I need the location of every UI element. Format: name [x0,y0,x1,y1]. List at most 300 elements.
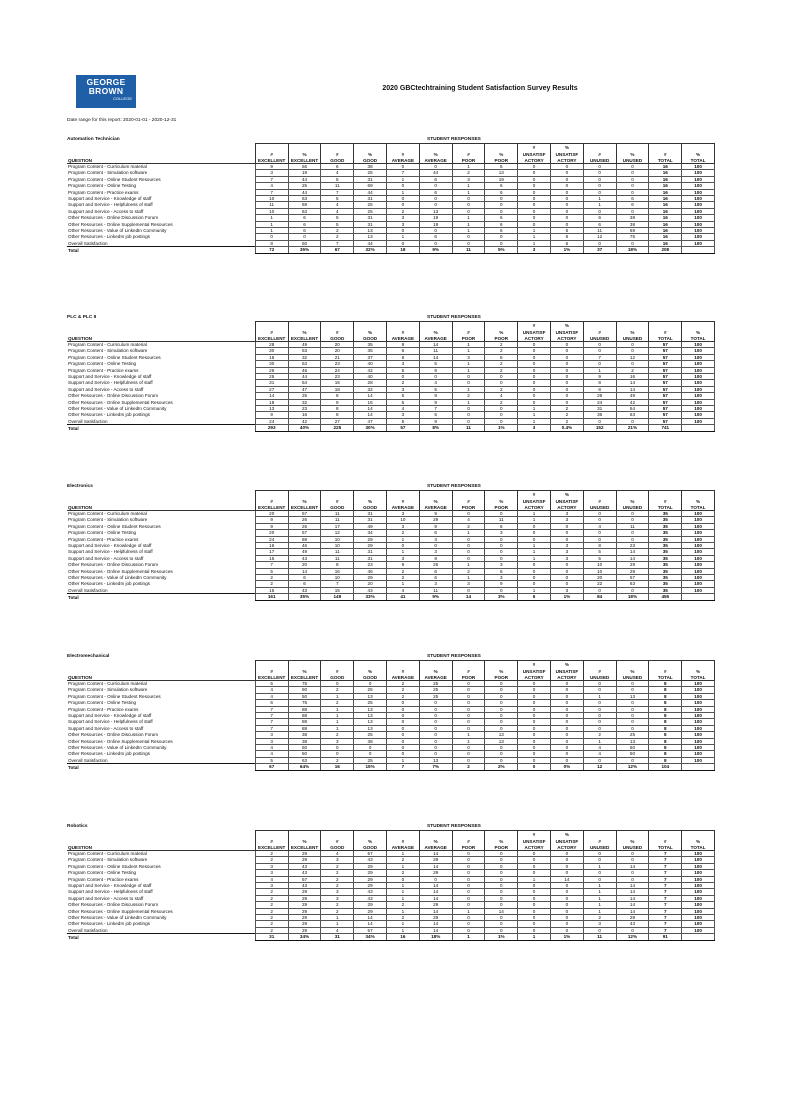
question-label: Support and Service - Helpfulness of staff [68,719,153,725]
column-header: GOOD [354,157,387,164]
table-cell: 57 [649,393,682,399]
table-cell: 0 [387,732,420,738]
table-cell: 25 [288,183,321,189]
table-cell: 0 [616,851,649,857]
table-cell: 35 [649,523,682,529]
table-cell: 0 [518,530,551,536]
table-cell: 14 [452,594,485,600]
table-cell: 1 [452,221,485,227]
table-cell: 0 [583,681,616,687]
table-cell: 9 [485,581,518,587]
table-cell: 7 [649,908,682,914]
total-row [67,934,715,940]
table-cell: 32 [288,399,321,405]
table-cell: 50 [288,693,321,699]
question-label: Other Resources - Value of LinkedIn Community [68,745,167,751]
table-cell: 31 [255,934,288,940]
table-cell: 0 [518,745,551,751]
table-cell: 0 [419,751,452,757]
column-header: # [387,497,420,504]
table-cell: 0 [518,361,551,367]
table-cell: 16 [649,202,682,208]
table-cell: 20 [354,581,387,587]
table-cell: 0 [485,374,518,380]
table-cell: 0 [419,732,452,738]
table-cell: 23 [321,374,354,380]
table-cell: 49 [616,393,649,399]
table-cell: 6 [550,234,583,240]
table-cell: 6 [485,183,518,189]
table-cell: 0 [387,240,420,246]
column-header: % [288,328,321,335]
section-title: PLC & PLC II [67,315,97,320]
table-cell: 100 [682,530,715,536]
table-cell: 8 [321,412,354,418]
column-header: TOTAL [682,504,715,511]
table-cell: 2 [485,399,518,405]
table-cell: 7 [255,562,288,568]
table-cell: 14 [419,883,452,889]
table-cell: 0 [485,234,518,240]
column-header: % [288,497,321,504]
table-cell: 12 [583,234,616,240]
table-cell: 100 [682,863,715,869]
question-header: QUESTION [67,504,255,511]
column-header: UNUSED [583,504,616,511]
table-cell: 31 [583,406,616,412]
column-header: UNUSED [616,504,649,511]
table-cell: 50 [288,240,321,246]
table-cell: 12 [616,354,649,360]
table-cell: 1 [452,934,485,940]
table-cell: 1 [518,418,551,424]
table-cell: 13 [419,757,452,763]
table-cell: 0 [485,889,518,895]
table-cell: 88 [288,725,321,731]
table-cell: 0 [583,851,616,857]
column-header: ACTORY [550,674,583,681]
table-cell: 0 [550,562,583,568]
table-cell: 25 [354,170,387,176]
table-cell: 100 [682,700,715,706]
table-cell: 0 [452,374,485,380]
table-cell: 0 [485,725,518,731]
table-cell: 13 [419,208,452,214]
table-cell: 0 [616,361,649,367]
question-label: Program Content - Online Student Resources [68,523,161,529]
table-cell: 12% [616,764,649,770]
column-header: ACTORY [550,335,583,342]
question-label: Other Resources - LinkedIn job postings [68,921,150,927]
question-label: Support and Service - Access to staff [68,555,144,561]
table-cell: 0 [452,196,485,202]
table-cell: 161 [255,594,288,600]
table-cell: 741 [649,425,682,431]
table-cell: 100 [682,215,715,221]
table-cell: 88 [288,719,321,725]
table-cell: 25 [419,681,452,687]
table-cell: 8 [649,732,682,738]
table-cell: 0 [616,713,649,719]
table-cell: 3 [255,170,288,176]
table-cell: 18% [616,594,649,600]
table-cell: 2 [583,732,616,738]
table-cell: 1 [387,908,420,914]
table-cell: 14 [354,393,387,399]
header-spacer [67,837,255,844]
question-label: Overall Satisfaction [68,240,108,246]
table-cell: 0 [452,857,485,863]
table-cell: 13 [485,732,518,738]
table-cell: 35 [354,342,387,348]
column-header: # [255,667,288,674]
table-cell: 64% [288,764,321,770]
table-cell: 46 [288,367,321,373]
table-cell: 0 [518,895,551,901]
column-header: UNUSED [583,844,616,851]
column-header: % [616,328,649,335]
table-cell: 44 [288,374,321,380]
table-cell: 100 [682,725,715,731]
table-cell: 2 [452,568,485,574]
table-cell: 100 [682,240,715,246]
table-cell: 0 [616,681,649,687]
table-cell: 0 [387,706,420,712]
table-cell: 0 [550,883,583,889]
table-cell: 0 [452,240,485,246]
table-cell: 0 [485,857,518,863]
column-header: AVERAGE [419,157,452,164]
table-cell: 0 [550,681,583,687]
question-label: Program Content - Simulation software [68,857,148,863]
table-cell: 43 [288,883,321,889]
table-cell: 1% [550,247,583,253]
table-cell: 9 [255,523,288,529]
table-cell: 0 [518,523,551,529]
table-cell: 100 [682,386,715,392]
question-label: Program Content - Online Student Resources [68,354,161,360]
table-cell: 0 [583,587,616,593]
table-cell: 0 [550,738,583,744]
table-cell: 0 [485,927,518,933]
table-cell: 1 [583,908,616,914]
table-cell: 2 [321,902,354,908]
table-cell: 2 [387,568,420,574]
table-cell: 9 [419,555,452,561]
table-cell: 8 [649,681,682,687]
table-cell: 3 [321,738,354,744]
table-cell: 0 [550,863,583,869]
question-label: Program Content - Simulation software [68,517,148,523]
table-cell: 43 [288,555,321,561]
column-header: ACTORY [550,844,583,851]
table-cell: 1 [452,575,485,581]
column-header: UNUSED [616,674,649,681]
table-cell: 100 [682,406,715,412]
table-cell: 10 [321,536,354,542]
table-cell: 0 [518,693,551,699]
table-cell: 0 [550,530,583,536]
table-cell: 9 [419,511,452,517]
column-header: UNSATISF [518,837,551,844]
table-cell: 0 [518,189,551,195]
table-cell: 2 [255,581,288,587]
table-cell: 26 [288,517,321,523]
table-cell: 35 [649,549,682,555]
column-header: # [452,150,485,157]
table-cell: 100 [682,183,715,189]
table-cell: 0 [387,164,420,170]
table-cell: 0 [550,170,583,176]
table-cell: 29 [288,902,321,908]
table-cell: 8 [649,751,682,757]
column-header: % [354,667,387,674]
table-cell: 0 [518,883,551,889]
table-cell: 38 [354,164,387,170]
table-cell: 10 [583,568,616,574]
table-cell: 0 [387,228,420,234]
table-cell: 1 [452,164,485,170]
table-cell: 0 [452,902,485,908]
table-cell: 100 [682,757,715,763]
table-cell: 0 [550,725,583,731]
table-cell: 3 [485,575,518,581]
table-cell: 11 [321,517,354,523]
column-header: # [452,667,485,674]
table-cell: 0 [485,751,518,757]
table-cell: 100 [682,418,715,424]
table-cell: 0 [485,895,518,901]
table-cell: 6 [288,228,321,234]
table-cell: 0 [518,208,551,214]
table-cell: 0 [419,183,452,189]
table-cell: 69 [616,228,649,234]
table-cell: 4 [321,208,354,214]
table-cell: 41 [387,594,420,600]
table-cell: 0 [452,549,485,555]
table-cell: 0 [518,202,551,208]
table-cell: 16 [616,374,649,380]
column-header: % [419,150,452,157]
table-cell: 1 [321,713,354,719]
table-cell: 2 [255,575,288,581]
table-cell: 11 [452,425,485,431]
table-cell: 0 [550,908,583,914]
table-cell: 44 [354,240,387,246]
table-cell: 9 [255,412,288,418]
table-cell: 0 [518,354,551,360]
table-cell: 3 [518,247,551,253]
table-cell: 0 [518,908,551,914]
question-label: Support and Service - Knowledge of staff [68,713,152,719]
table-cell: 1 [387,927,420,933]
table-cell: 0 [583,706,616,712]
table-cell: 2% [485,764,518,770]
column-header: TOTAL [682,157,715,164]
table-cell: 30 [255,361,288,367]
table-cell: 14 [419,342,452,348]
table-cell: 1 [387,176,420,182]
table-cell: 0 [485,915,518,921]
column-header: UNSATISF [518,150,551,157]
table-cell: 11 [485,517,518,523]
question-label: Other Resources - Online Supplemental Resources [68,738,173,744]
table-cell: 0 [518,176,551,182]
column-header: AVERAGE [387,504,420,511]
table-cell: 6 [485,228,518,234]
table-cell: 100 [682,693,715,699]
column-header: POOR [452,335,485,342]
table-cell: 0 [452,719,485,725]
table-cell: 0 [419,196,452,202]
table-cell: 0 [452,693,485,699]
column-header: ACTORY [518,844,551,851]
table-cell: 0 [550,857,583,863]
table-cell: 0 [616,876,649,882]
table-cell: 29 [354,575,387,581]
table-cell: 7 [649,863,682,869]
table-cell: 50 [288,745,321,751]
table-cell: 0 [518,196,551,202]
table-cell: 0 [452,725,485,731]
table-cell: 0 [387,374,420,380]
column-header: % [288,667,321,674]
table-cell: 0 [550,927,583,933]
table-cell: 0 [616,189,649,195]
table-cell: 100 [682,889,715,895]
column-header: % [485,328,518,335]
table-cell: 43 [288,870,321,876]
column-header: % [616,667,649,674]
table-cell: 0 [583,361,616,367]
table-cell: 16 [649,196,682,202]
table-cell: 0 [419,738,452,744]
logo-line-2: BROWN [88,86,124,96]
table-cell: 0 [419,725,452,731]
table-cell: 100 [682,348,715,354]
table-cell: 7 [321,189,354,195]
table-cell: 14 [485,908,518,914]
table-cell: 44 [419,170,452,176]
table-cell: 1 [518,876,551,882]
logo-line-1: GEORGE [86,77,126,87]
table-cell: 6 [387,348,420,354]
table-cell: 57 [649,399,682,405]
table-cell: 20 [255,530,288,536]
table-cell: 57 [288,511,321,517]
table-cell: 4 [255,693,288,699]
column-header: # [255,497,288,504]
table-cell: 1 [583,883,616,889]
table-cell: 0 [518,367,551,373]
table-cell: 100 [682,196,715,202]
table-cell: 42 [616,399,649,405]
report-title: 2020 GBCtechtraining Student Satisfaction Survey Results [382,85,578,92]
table-cell: 5 [387,367,420,373]
table-cell [682,594,715,600]
table-cell: 2 [321,883,354,889]
column-header: UNSATISF [550,150,583,157]
column-header: EXCELLENT [288,157,321,164]
table-cell: 3 [550,555,583,561]
table-cell: 57 [649,354,682,360]
table-cell: 6 [255,681,288,687]
table-cell: 0 [550,889,583,895]
table-cell: 0 [485,921,518,927]
question-label: Program Content - Practice exams [68,876,139,882]
question-label: Overall Satisfaction [68,418,108,424]
table-cell: 6 [419,176,452,182]
table-cell: 35 [649,555,682,561]
table-cell: 1 [583,367,616,373]
column-header: ACTORY [550,157,583,164]
table-cell: 1 [255,221,288,227]
column-header: POOR [485,335,518,342]
table-cell: 1 [452,399,485,405]
table-cell: 15 [255,587,288,593]
table-cell: 14 [616,889,649,895]
table-cell: 38 [354,738,387,744]
table-cell: 57 [649,418,682,424]
table-cell: 0 [452,234,485,240]
table-cell: 25 [288,393,321,399]
column-header: EXCELLENT [255,504,288,511]
table-cell: 6 [583,215,616,221]
table-cell: 35 [649,562,682,568]
table-cell: 0 [518,732,551,738]
table-cell: 35% [288,247,321,253]
column-header: UNSATISF [550,837,583,844]
question-label: Support and Service - Access to staff [68,725,144,731]
table-cell: 7 [321,581,354,587]
question-label: Program Content - Online Student Resources [68,693,161,699]
table-cell: 2 [255,908,288,914]
table-cell: 63 [288,196,321,202]
table-cell: 29 [288,857,321,863]
table-cell: 100 [682,543,715,549]
table-cell: 35 [649,511,682,517]
column-header: # [255,328,288,335]
column-header: # [255,837,288,844]
table-cell: 5 [321,176,354,182]
question-label: Program Content - Practice exams [68,189,139,195]
table-cell: 0 [616,587,649,593]
table-cell: 100 [682,927,715,933]
question-label: Support and Service - Helpfulness of staff [68,549,153,555]
column-header: # [387,837,420,844]
table-cell: 0 [550,399,583,405]
table-cell: 57 [649,361,682,367]
table-cell: 36 [583,412,616,418]
table-cell: 5 [387,399,420,405]
total-row [67,425,715,431]
table-cell: 100 [682,208,715,214]
table-cell: 0 [255,234,288,240]
table-cell: 3 [550,517,583,523]
table-cell: 9 [255,164,288,170]
table-cell: 0 [550,367,583,373]
question-label: Support and Service - Helpfulness of staff [68,889,153,895]
table-cell: 49 [288,342,321,348]
table-cell: 63 [616,581,649,587]
table-cell: 57 [354,927,387,933]
question-label: Program Content - Online Testing [68,530,137,536]
table-cell: 2 [485,342,518,348]
table-cell: 14 [419,921,452,927]
table-cell: 0 [518,380,551,386]
table-cell: 14 [419,863,452,869]
table-cell: 0 [583,687,616,693]
